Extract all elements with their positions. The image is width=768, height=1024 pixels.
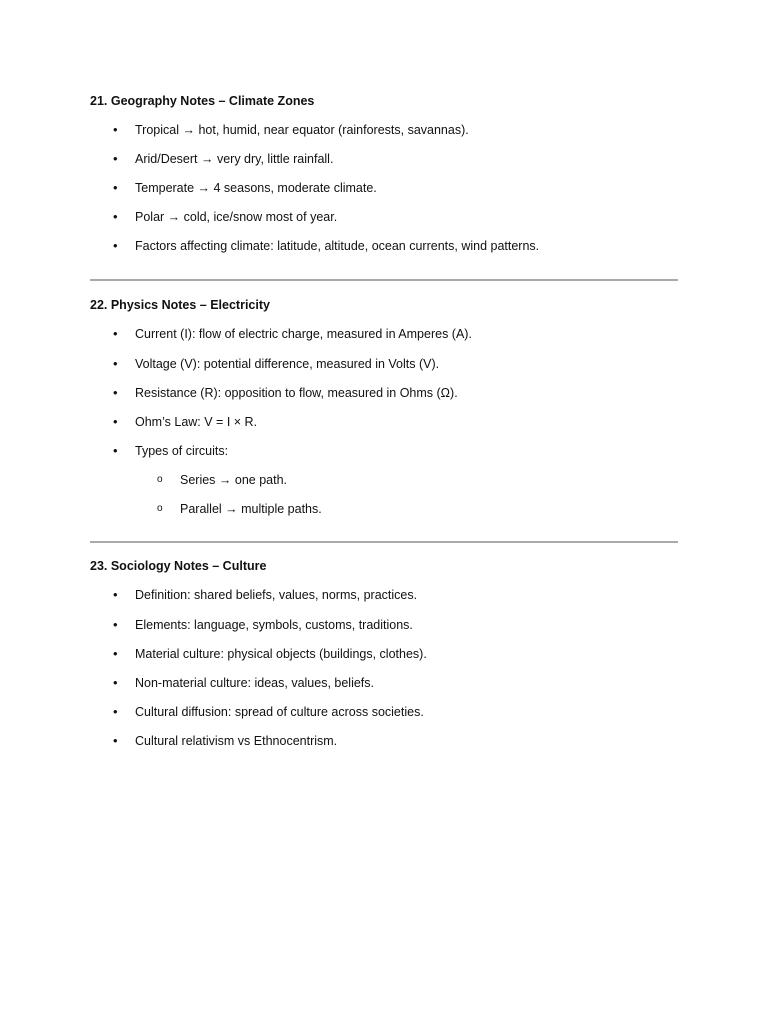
bullet-icon: • [113,704,118,719]
bullet-icon: • [113,385,118,400]
list-item-text: Non-material culture: ideas, values, beliefs. [135,676,375,690]
list-item-text: Arid/Desert → very dry, little rainfall. [135,152,334,166]
list-item-text: Definition: shared beliefs, values, norms, practices. [135,588,418,602]
bullet-icon: • [113,617,118,632]
bullet-icon: • [113,326,118,341]
list-item-text: Temperate → 4 seasons, moderate climate. [135,181,377,195]
bullet-icon: • [113,675,118,690]
bullet-icon: • [113,180,118,195]
bullet-icon: • [113,356,118,371]
bullet-icon: • [113,151,118,166]
list-item-text: Types of circuits: [135,444,229,458]
list-item-text: Material culture: physical objects (buildings, clothes). [135,647,427,661]
bullet-icon: • [113,587,118,602]
circle-bullet-icon: o [157,503,163,514]
bullet-icon: • [113,414,118,429]
section-heading: 23. Sociology Notes – Culture [90,559,267,573]
sub-list-item-text: Parallel → multiple paths. [180,502,322,516]
section-heading: 22. Physics Notes – Electricity [90,298,270,312]
bullet-icon: • [113,238,118,253]
circle-bullet-icon: o [157,474,163,485]
list-item-text: Voltage (V): potential difference, measured in Volts (V). [135,357,440,371]
list-item-text: Elements: language, symbols, customs, traditions. [135,618,413,632]
list-item-text: Polar → cold, ice/snow most of year. [135,210,338,224]
sub-list-item-text: Series → one path. [180,473,288,487]
list-item-text: Cultural relativism vs Ethnocentrism. [135,734,338,748]
bullet-icon: • [113,209,118,224]
list-item-text: Factors affecting climate: latitude, altitude, ocean currents, wind patterns. [135,239,540,253]
list-item-text: Tropical → hot, humid, near equator (rainforests, savannas). [135,123,469,137]
list-item-text: Ohm’s Law: V = I × R. [135,415,258,429]
list-item-text: Resistance (R): opposition to flow, measured in Ohms (Ω). [135,386,458,400]
bullet-icon: • [113,646,118,661]
section-heading: 21. Geography Notes – Climate Zones [90,94,315,108]
section-divider [90,279,678,281]
bullet-icon: • [113,443,118,458]
section-divider [90,541,678,543]
list-item-text: Cultural diffusion: spread of culture across societies. [135,705,424,719]
bullet-icon: • [113,733,118,748]
bullet-icon: • [113,122,118,137]
list-item-text: Current (I): flow of electric charge, measured in Amperes (A). [135,327,472,341]
